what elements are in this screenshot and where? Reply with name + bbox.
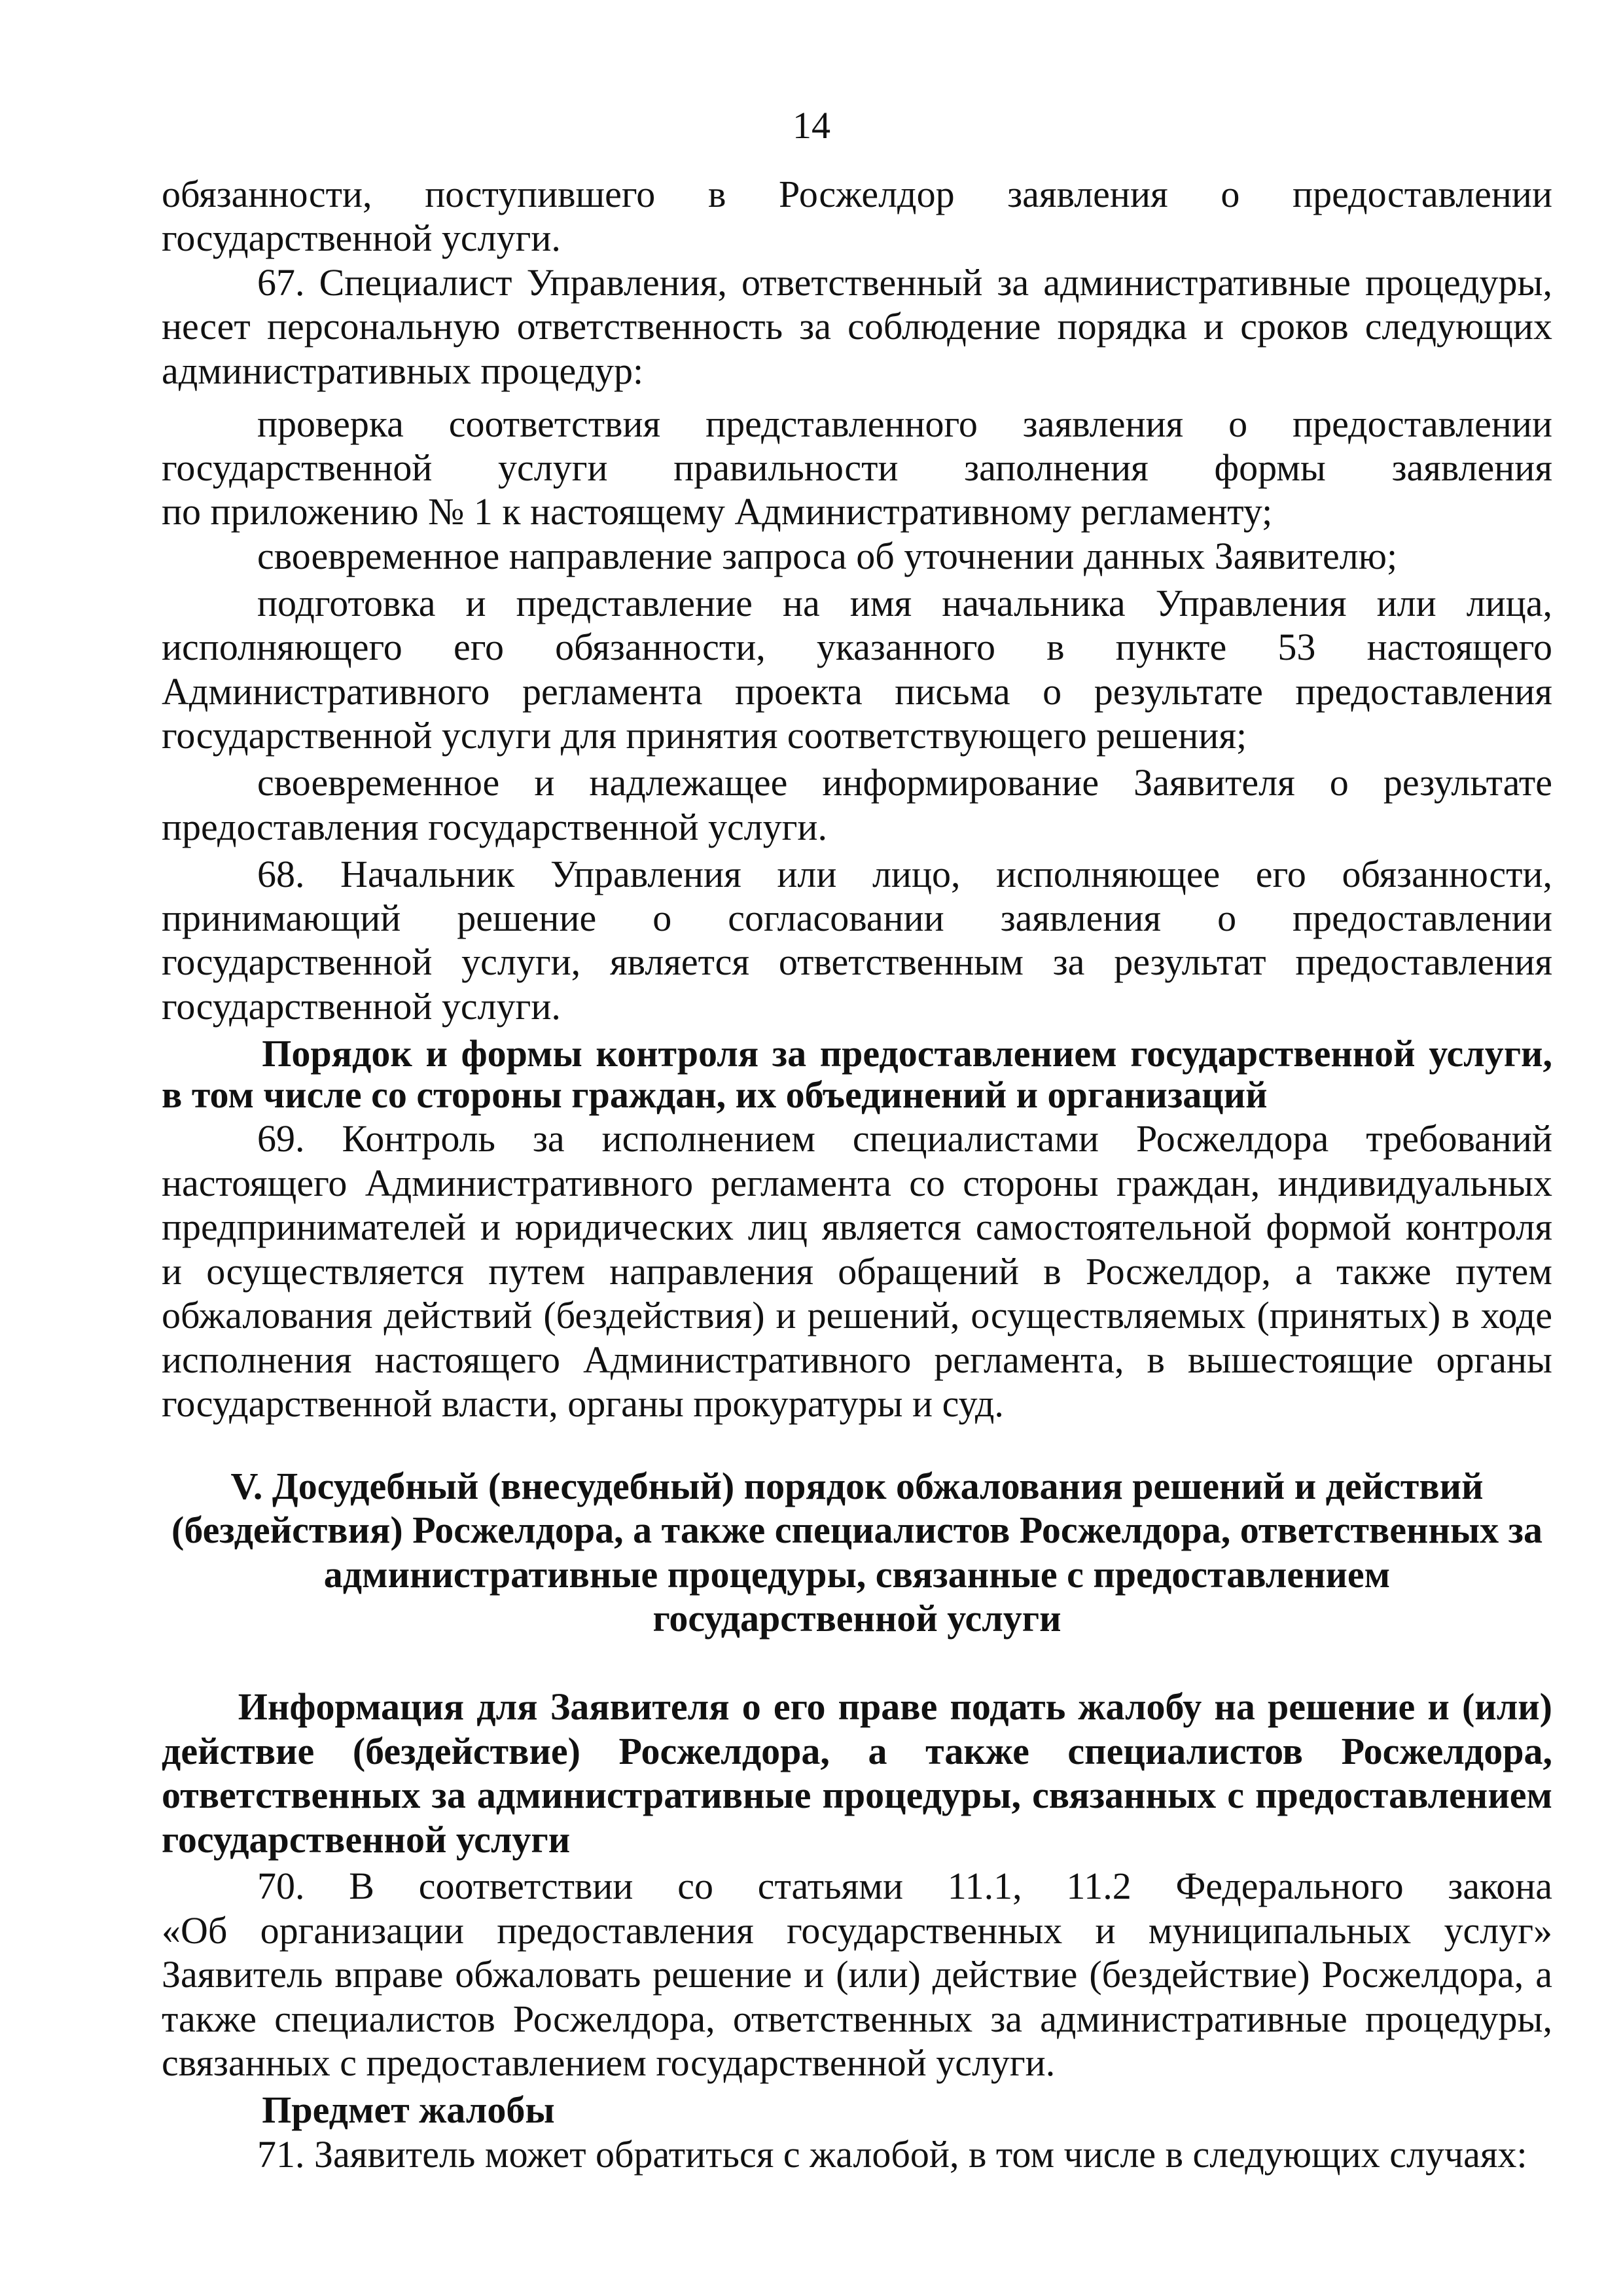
section-heading: действие (бездействие) Росжелдора, а также специалистов Росжелдора,	[162, 1729, 1552, 1772]
paragraph-69: 69. Контроль за исполнением специалистами Росжелдора требований	[257, 1117, 1552, 1160]
text-line: предпринимателей и юридических лиц является самостоятельной формой контроля	[162, 1206, 1552, 1249]
section-heading: Информация для Заявителя о его праве подать жалобу на решение и (или)	[238, 1685, 1552, 1729]
text-line: «Об организации предоставления государственных и муниципальных услуг»	[162, 1909, 1552, 1952]
chapter-title: V. Досудебный (внесудебный) порядок обжалования решений и действий	[230, 1464, 1484, 1507]
text-line: государственной услуги.	[162, 984, 561, 1028]
list-item: своевременное и надлежащее информирование Заявителя о результате	[257, 761, 1552, 804]
section-heading: в том числе со стороны граждан, их объединений и организаций	[162, 1073, 1268, 1116]
list-item: подготовка и представление на имя начальника Управления или лица,	[257, 581, 1552, 624]
paragraph-71: 71. Заявитель может обратиться с жалобой, в том числе в следующих случаях:	[257, 2132, 1527, 2176]
text-line: государственной власти, органы прокуратуры и суд.	[162, 1382, 1004, 1425]
text-line: связанных с предоставлением государственной услуги.	[162, 2041, 1056, 2085]
text-line: также специалистов Росжелдора, ответственных за административные процедуры,	[162, 1997, 1552, 2040]
text-line: несет персональную ответственность за соблюдение порядка и сроков следующих	[162, 305, 1552, 348]
text-line: исполняющего его обязанности, указанного в пункте 53 настоящего	[162, 626, 1552, 669]
text-line: по приложению № 1 к настоящему Административному регламенту;	[162, 490, 1273, 533]
text-line: принимающий решение о согласовании заявления о предоставлении	[162, 897, 1552, 939]
text-line: государственной услуги.	[162, 217, 561, 260]
text-line: Административного регламента проекта письма о результате предоставления	[162, 670, 1552, 713]
section-heading: Предмет жалобы	[262, 2089, 555, 2132]
text-line: государственной услуги, является ответственным за результат предоставления	[162, 941, 1552, 984]
chapter-title: государственной услуги	[652, 1597, 1061, 1640]
paragraph-70: 70. В соответствии со статьями 11.1, 11.2 Федерального закона	[257, 1865, 1552, 1908]
section-heading: Порядок и формы контроля за предоставлением государственной услуги,	[262, 1031, 1552, 1075]
text-line: Заявитель вправе обжаловать решение и (или) действие (бездействие) Росжелдора, а	[162, 1953, 1552, 1996]
page-number: 14	[793, 104, 830, 147]
text-line: и осуществляется путем направления обращений в Росжелдор, а также путем	[162, 1249, 1552, 1293]
chapter-title: (бездействия) Росжелдора, а также специалистов Росжелдора, ответственных за	[171, 1509, 1543, 1552]
text-line: государственной услуги для принятия соответствующего решения;	[162, 714, 1247, 757]
text-line: предоставления государственной услуги.	[162, 805, 827, 848]
text-line: государственной услуги правильности заполнения формы заявления	[162, 446, 1552, 489]
section-heading: ответственных за административные процедуры, связанных с предоставлением	[162, 1774, 1552, 1817]
paragraph-68: 68. Начальник Управления или лицо, исполняющее его обязанности,	[257, 852, 1552, 895]
paragraph-67: 67. Специалист Управления, ответственный за административные процедуры,	[257, 260, 1552, 304]
text-line: обязанности, поступившего в Росжелдор заявления о предоставлении	[162, 172, 1552, 215]
text-line: обжалования действий (бездействия) и решений, осуществляемых (принятых) в ходе	[162, 1294, 1552, 1337]
text-line: настоящего Административного регламента со стороны граждан, индивидуальных	[162, 1161, 1552, 1204]
chapter-title: административные процедуры, связанные с предоставлением	[323, 1552, 1391, 1596]
text-line: административных процедур:	[162, 349, 644, 392]
section-heading: государственной услуги	[162, 1818, 571, 1861]
list-item: своевременное направление запроса об уточнении данных Заявителю;	[257, 534, 1398, 577]
list-item: проверка соответствия представленного заявления о предоставлении	[257, 402, 1552, 445]
text-line: исполнения настоящего Административного регламента, в вышестоящие органы	[162, 1338, 1552, 1381]
